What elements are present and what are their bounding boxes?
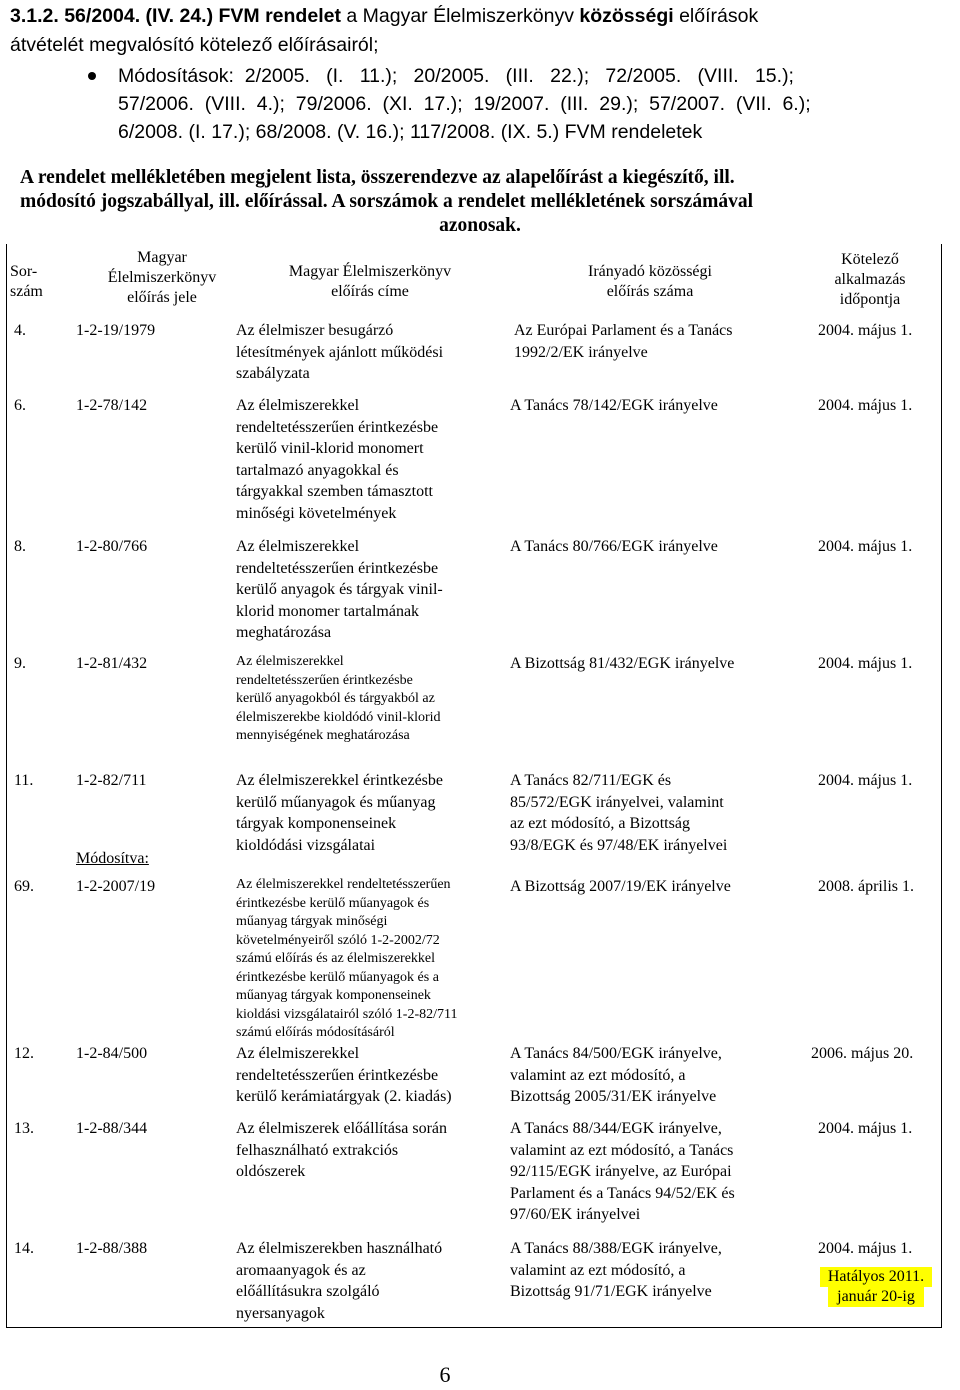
row-title-line: Az élelmiszer besugárzó xyxy=(236,322,394,339)
row-title-line: rendeltetésszerűen érintkezésbe xyxy=(236,672,413,688)
row-title-line: Az élelmiszerekkel xyxy=(236,397,360,414)
row-title-line: előállításukra szolgáló xyxy=(236,1283,380,1300)
intro-line3: azonosak. xyxy=(439,215,521,236)
row-date: 2004. május 1. xyxy=(818,322,913,339)
row-code: 1-2-84/500 xyxy=(76,1045,148,1062)
row-title xyxy=(236,653,504,746)
row-title-line: Az élelmiszerekkel rendeltetésszerűen xyxy=(236,877,451,892)
row-title xyxy=(236,1238,504,1324)
heading-mid: a Magyar Élelmiszerkönyv xyxy=(340,5,580,27)
row-title xyxy=(236,320,504,385)
header-serial-a: Sor- xyxy=(10,263,38,280)
row-reference-line: valamint az ezt módosító, a Tanács xyxy=(510,1141,734,1159)
row-reference-line: 93/8/EGK és 97/48/EK irányelvei xyxy=(510,836,728,854)
row-reference-line: A Tanács 82/711/EGK és xyxy=(510,772,672,789)
row-reference xyxy=(510,876,810,898)
row-title-line: Az élelmiszerekkel xyxy=(236,654,344,669)
row-reference-line: A Tanács 88/388/EGK irányelve, xyxy=(510,1240,722,1257)
modifications-line3: 6/2008. (I. 17.); 68/2008. (V. 16.); 117/2008. (IX. 5.) FVM rendeletek xyxy=(118,121,703,143)
row-title-line: kioldási vizsgálatairól szóló 1-2-82/711 xyxy=(236,1006,458,1022)
row-title-line: rendeltetésszerűen érintkezésbe xyxy=(236,1066,439,1084)
modositva-label: Módosítva: xyxy=(76,850,149,867)
row-number: 9. xyxy=(14,655,26,672)
row-title-line: számú előírás módosításáról xyxy=(236,1025,395,1040)
row-reference-line: valamint az ezt módosító, a xyxy=(510,1261,686,1279)
row-title-line: kerülő anyagokból és tárgyakból az xyxy=(236,691,435,706)
row-title-line: Az élelmiszerek előállítása során xyxy=(236,1120,448,1137)
validity-note xyxy=(816,1267,936,1307)
row-reference xyxy=(514,320,814,363)
row-title-line: kerülő vinil-klorid monomert xyxy=(236,440,424,457)
heading-community: közösségi xyxy=(579,5,674,27)
page-number: 6 xyxy=(439,1362,451,1387)
validity-note-line1: Hatályos 2011. xyxy=(820,1267,932,1287)
row-reference-line: 1992/2/EK irányelve xyxy=(514,343,648,361)
row-date: 2004. május 1. xyxy=(818,655,913,672)
modifications-list xyxy=(118,62,878,146)
heading-decree-number: 3.1.2. 56/2004. (IV. 24.) FVM rendelet xyxy=(10,5,341,27)
row-code: 1-2-78/142 xyxy=(76,397,148,414)
row-reference xyxy=(510,653,810,675)
row-reference-line: A Tanács 88/344/EGK irányelve, xyxy=(510,1120,722,1137)
row-number: 13. xyxy=(14,1120,34,1137)
row-title xyxy=(236,770,504,856)
header-date-b: alkalmazás xyxy=(834,271,906,288)
row-title-line: műanyag tárgyak minőségi xyxy=(236,914,388,929)
row-reference-line: A Tanács 78/142/EGK irányelve xyxy=(510,397,718,414)
row-number: 6. xyxy=(14,397,26,414)
header-code-c: előírás jele xyxy=(127,289,197,306)
intro-line1: A rendelet mellékletében megjelent lista, összerendezve az alapelőírást a kiegészítő, ill. xyxy=(20,167,735,188)
row-number: 69. xyxy=(14,878,34,895)
intro-line2: módosító jogszabállyal, ill. előírással. A sorszámok a rendelet mellékletének sorszámával xyxy=(20,191,753,212)
row-reference-line: A Bizottság 81/432/EGK irányelve xyxy=(510,655,735,672)
row-reference-line: A Tanács 84/500/EGK irányelve, xyxy=(510,1045,722,1062)
row-reference-line: valamint az ezt módosító, a xyxy=(510,1066,686,1084)
row-reference xyxy=(510,1238,810,1303)
row-title-line: számú előírás és az élelmiszerekkel xyxy=(236,951,436,966)
row-reference xyxy=(510,770,810,856)
row-title-line: minőségi követelmények xyxy=(236,504,397,522)
bullet-icon xyxy=(88,72,96,80)
row-number: 11. xyxy=(14,772,34,789)
row-date: 2004. május 1. xyxy=(818,1120,913,1137)
row-title-line: létesítmények ajánlott működési xyxy=(236,343,444,361)
section-heading xyxy=(10,2,950,60)
row-date: 2004. május 1. xyxy=(818,397,913,414)
row-title-line: Az élelmiszerekkel xyxy=(236,1045,360,1062)
header-title-b: előírás címe xyxy=(331,283,409,300)
row-title-line: nyersanyagok xyxy=(236,1304,325,1322)
row-title-line: kerülő műanyagok és műanyag xyxy=(236,793,436,811)
row-code: 1-2-80/766 xyxy=(76,538,148,555)
row-code: 1-2-88/388 xyxy=(76,1240,148,1257)
row-reference xyxy=(510,395,810,417)
header-reference-b: előírás száma xyxy=(606,283,694,300)
row-title-line: aromaanyagok és az xyxy=(236,1261,366,1279)
row-title-line: követelményeiről szóló 1-2-2002/72 xyxy=(236,932,440,948)
row-title-line: Az élelmiszerekben használható xyxy=(236,1240,443,1257)
header-reference xyxy=(510,262,790,302)
row-title-line: érintkezésbe kerülő műanyagok és xyxy=(236,895,430,911)
row-title-line: szabályzata xyxy=(236,365,310,382)
row-code: 1-2-19/1979 xyxy=(76,322,156,339)
row-reference xyxy=(510,1043,810,1108)
row-title-line: tárgyak komponenseinek xyxy=(236,815,397,832)
row-title xyxy=(236,876,504,1043)
row-date: 2008. április 1. xyxy=(818,878,914,895)
row-title xyxy=(236,1118,504,1183)
row-date: 2006. május 20. xyxy=(811,1045,914,1062)
header-code-a: Magyar xyxy=(137,249,187,266)
row-reference-line: 85/572/EGK irányelvei, valamint xyxy=(510,793,724,811)
row-title xyxy=(236,395,504,524)
header-code xyxy=(82,248,242,308)
row-reference-line: 92/115/EGK irányelve, az Európai xyxy=(510,1163,732,1180)
row-title-line: mennyiségének meghatározása xyxy=(236,728,410,743)
row-reference-line: Bizottság 91/71/EGK irányelve xyxy=(510,1283,712,1300)
row-title-line: Az élelmiszerekkel xyxy=(236,538,360,555)
row-title xyxy=(236,536,504,644)
heading-end: előírások xyxy=(673,5,759,27)
row-number: 8. xyxy=(14,538,26,555)
row-title-line: érintkezésbe kerülő műanyagok és a xyxy=(236,969,439,985)
row-number: 14. xyxy=(14,1240,34,1257)
intro-paragraph xyxy=(20,166,940,238)
row-title-line: felhasználható extrakciós xyxy=(236,1141,399,1159)
row-number: 4. xyxy=(14,322,26,339)
validity-note-line2: január 20-ig xyxy=(828,1287,924,1307)
row-reference xyxy=(510,536,810,558)
header-title xyxy=(240,262,500,302)
row-title-line: tartalmazó anyagokkal és xyxy=(236,461,399,479)
header-serial-b: szám xyxy=(10,283,43,300)
row-code: 1-2-82/711 xyxy=(76,772,147,789)
row-title-line: kioldódási vizsgálatai xyxy=(236,836,376,854)
header-reference-a: Irányadó közösségi xyxy=(588,263,712,280)
row-title-line: meghatározása xyxy=(236,624,332,641)
row-reference-line: az ezt módosító, a Bizottság xyxy=(510,815,690,832)
row-title-line: Az élelmiszerekkel érintkezésbe xyxy=(236,772,443,789)
header-serial xyxy=(10,262,60,302)
header-date-a: Kötelező xyxy=(841,251,899,268)
row-title-line: kerülő kerámiatárgyak (2. kiadás) xyxy=(236,1088,452,1105)
row-reference-line: Parlament és a Tanács 94/52/EK és xyxy=(510,1184,735,1202)
row-title-line: kerülő anyagok és tárgyak vinil- xyxy=(236,581,443,598)
row-title xyxy=(236,1043,504,1108)
row-reference-line: Bizottság 2005/31/EK irányelve xyxy=(510,1088,717,1105)
row-title-line: műanyag tárgyak komponenseinek xyxy=(236,988,431,1003)
header-title-a: Magyar Élelmiszerkönyv xyxy=(288,263,452,280)
header-date xyxy=(800,250,940,310)
row-date: 2004. május 1. xyxy=(818,772,913,789)
row-date: 2004. május 1. xyxy=(818,1240,913,1257)
row-code: 1-2-2007/19 xyxy=(76,878,156,895)
row-number: 12. xyxy=(14,1045,34,1062)
row-title-line: tárgyakkal szemben támasztott xyxy=(236,483,433,500)
row-title-line: élelmiszerekbe kioldódó vinil-klorid xyxy=(236,709,441,725)
row-title-line: rendeltetésszerűen érintkezésbe xyxy=(236,418,439,436)
row-reference-line: A Bizottság 2007/19/EK irányelve xyxy=(510,878,731,895)
row-reference-line: 97/60/EK irányelvei xyxy=(510,1206,641,1223)
heading-line2: átvételét megvalósító kötelező előírásairól; xyxy=(10,34,379,56)
header-date-c: időpontja xyxy=(839,291,901,308)
row-title-line: rendeltetésszerűen érintkezésbe xyxy=(236,559,439,577)
row-code: 1-2-81/432 xyxy=(76,655,148,672)
row-date: 2004. május 1. xyxy=(818,538,913,555)
row-title-line: oldószerek xyxy=(236,1163,306,1180)
modifications-line1: Módosítások: 2/2005. (I. 11.); 20/2005. (III. 22.); 72/2005. (VIII. 15.); xyxy=(118,65,794,87)
row-reference xyxy=(510,1118,810,1226)
row-code: 1-2-88/344 xyxy=(76,1120,148,1137)
header-code-b: Élelmiszerkönyv xyxy=(107,269,217,286)
row-reference-line: Az Európai Parlament és a Tanács xyxy=(514,322,733,339)
row-reference-line: A Tanács 80/766/EGK irányelve xyxy=(510,538,718,555)
row-title-line: klorid monomer tartalmának xyxy=(236,602,420,620)
modifications-line2: 57/2006. (VIII. 4.); 79/2006. (XI. 17.); 19/2007. (III. 29.); 57/2007. (VII. 6.); xyxy=(118,93,811,115)
